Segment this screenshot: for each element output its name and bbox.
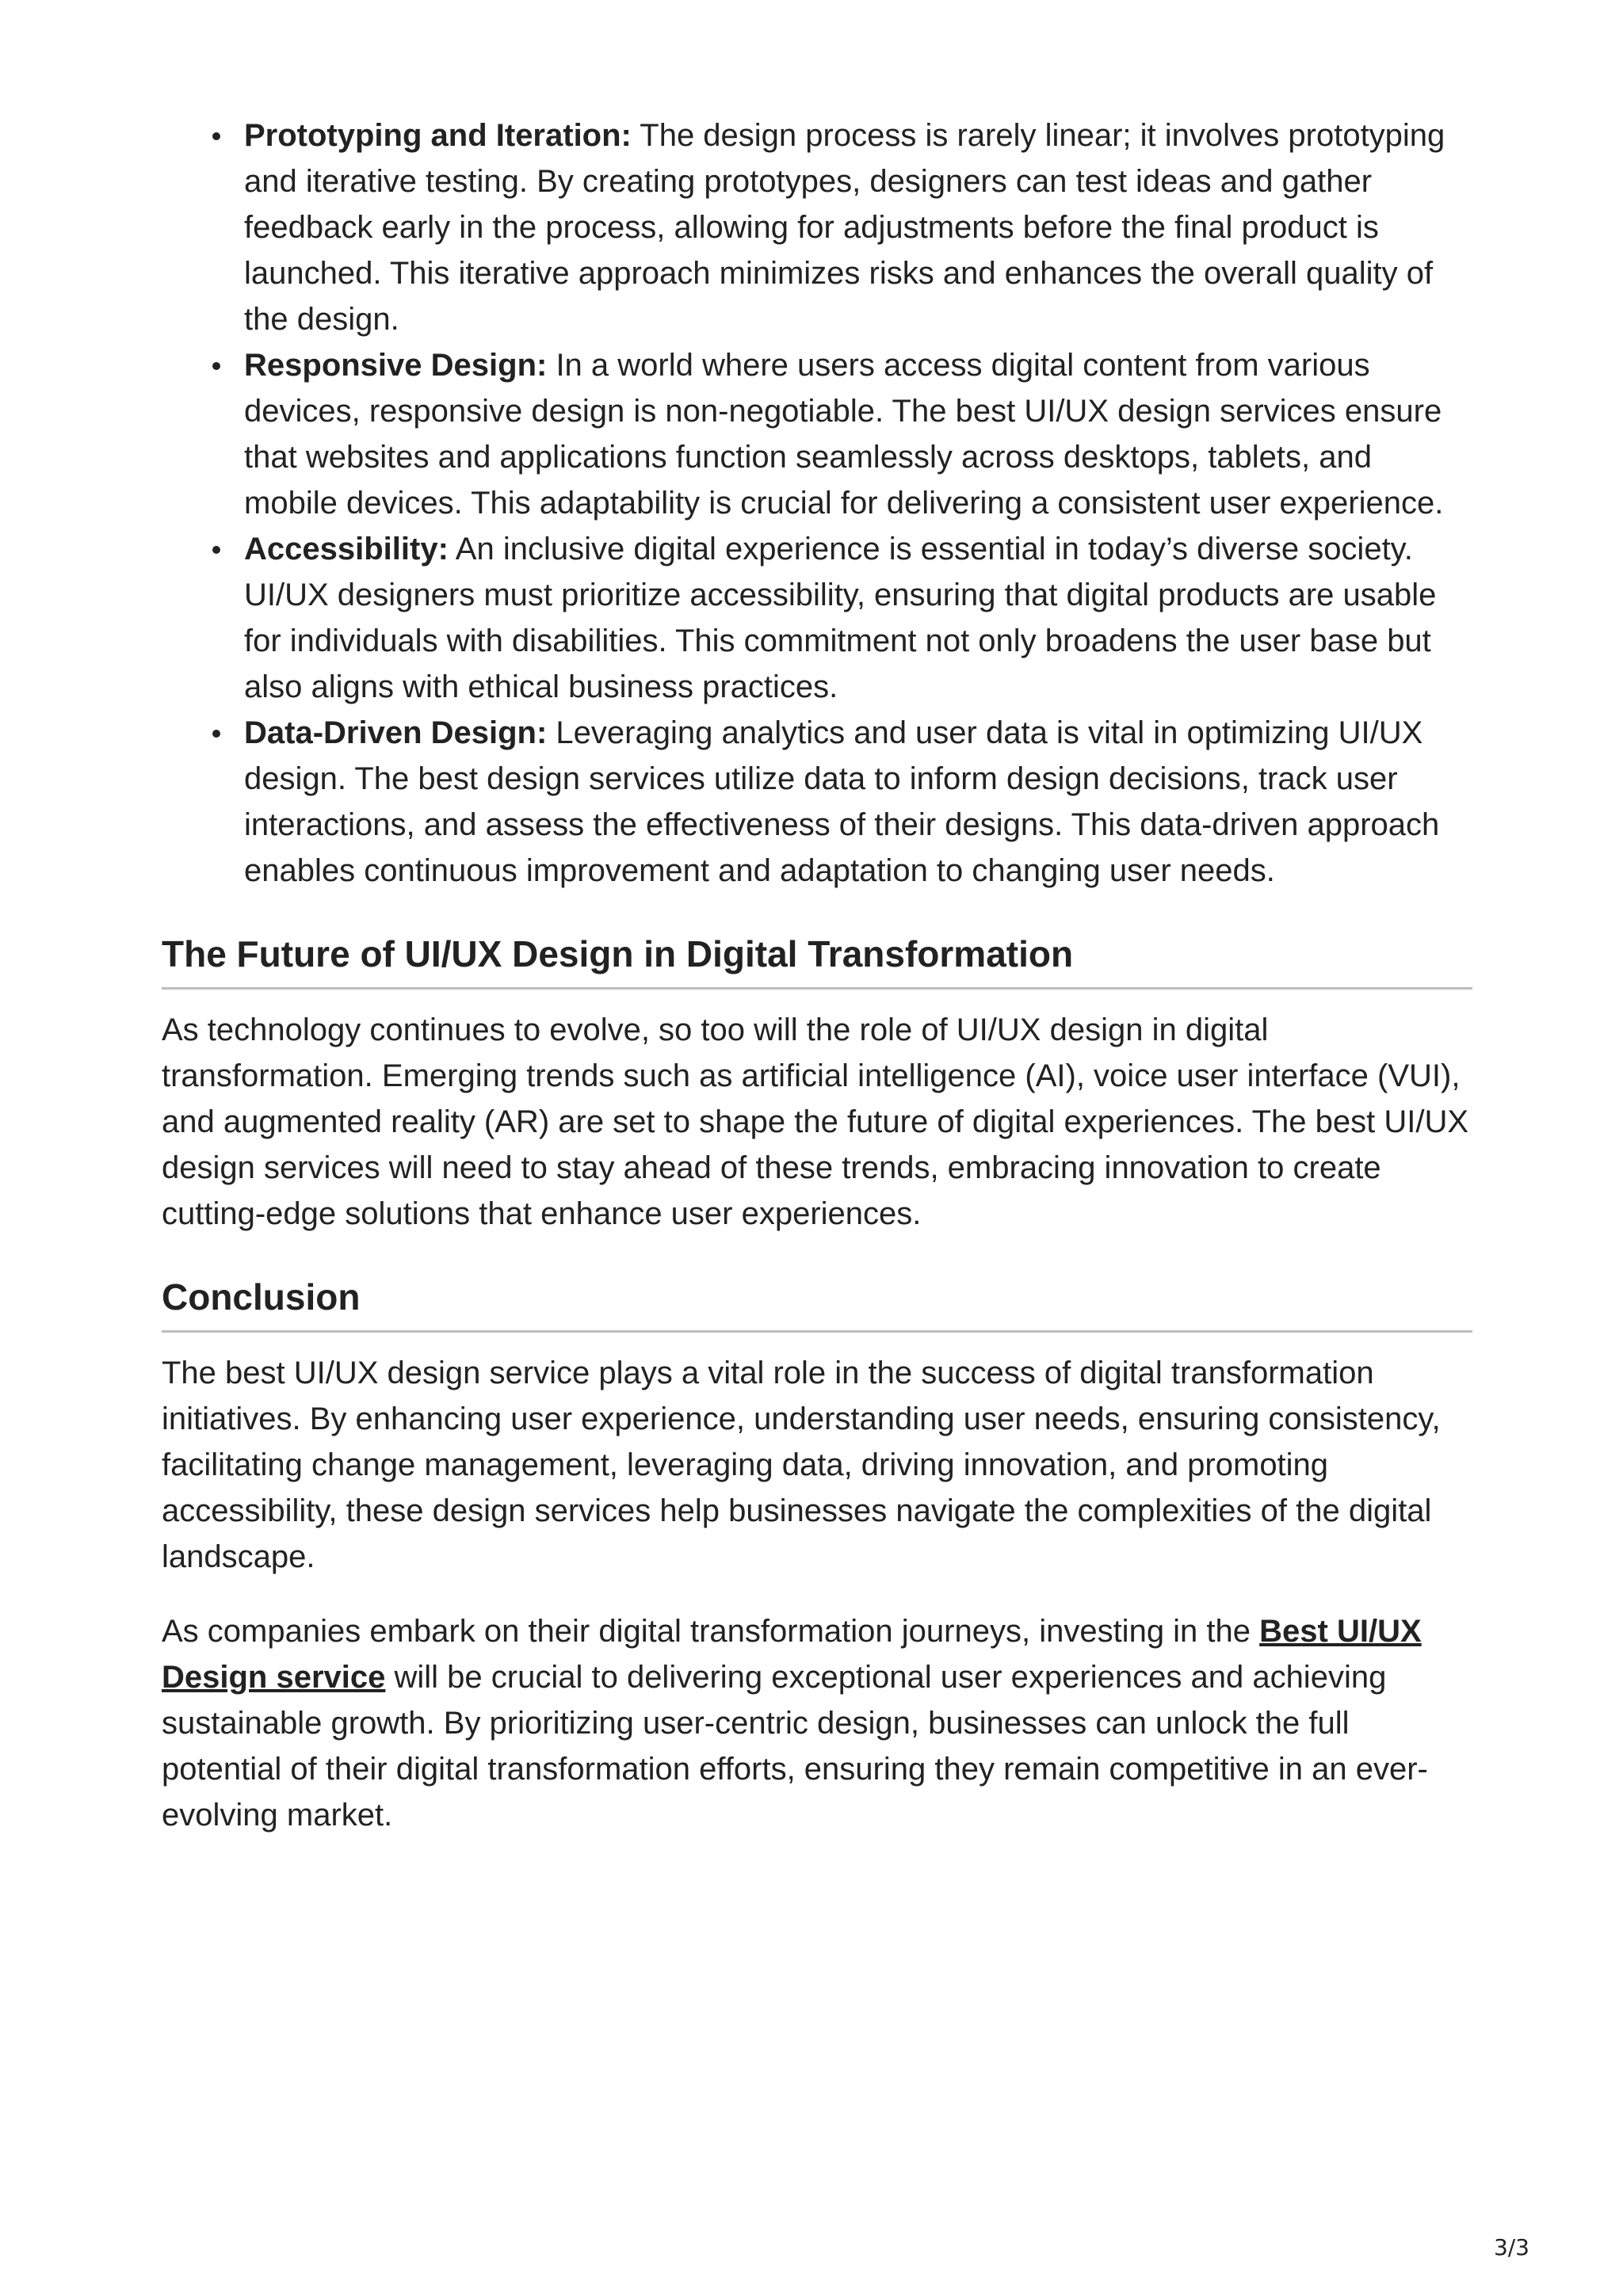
bullet-item-prototyping: [162, 113, 1472, 342]
section-heading-future: The Future of UI/UX Design in Digital Transformation: [162, 932, 1472, 990]
bullet-term: Prototyping and Iteration:: [244, 118, 632, 153]
bullet-dot-icon: [212, 546, 220, 554]
document-content: [162, 113, 1472, 1838]
feature-bullet-list: [162, 113, 1472, 894]
bullet-item-accessibility: [162, 526, 1472, 710]
bullet-dot-icon: [212, 730, 220, 738]
section-heading-conclusion: Conclusion: [162, 1275, 1472, 1333]
bullet-text: In a world where users access digital content from various devices, responsive design is non-negotiable. The best UI/UX design services ensure that websites and applications function seamlessly across desktops, tablets, and mobile devices. This adaptability is crucial for delivering a consistent user experience.: [244, 348, 1444, 521]
bullet-term: Data-Driven Design:: [244, 715, 548, 750]
bullet-item-data-driven-design: [162, 710, 1472, 894]
conclusion-paragraph-1: The best UI/UX design service plays a vital role in the success of digital transformation initiatives. By enhancing user experience, understanding user needs, ensuring consistency, facilitating change management, leveraging data, driving innovation, and promoting accessibility, these design services help businesses navigate the complexities of the digital landscape.: [162, 1356, 1441, 1574]
bullet-term: Responsive Design:: [244, 348, 548, 383]
bullet-term: Accessibility:: [244, 532, 449, 566]
page-number: 3/3: [1493, 2234, 1529, 2260]
bullet-item-responsive-design: [162, 342, 1472, 526]
bullet-dot-icon: [212, 362, 220, 370]
bullet-text: An inclusive digital experience is essential in today’s diverse society. UI/UX designers must prioritize accessibility, ensuring that digital products are usable for individuals with disabilities. This commitment not only broadens the user base but also aligns with ethical business practices.: [244, 532, 1437, 704]
best-uiux-design-service-link[interactable]: Best UI/UX Design service: [162, 1614, 1422, 1695]
paragraph-text: will be crucial to delivering exceptional user experiences and achieving sustainable growth. By prioritizing user-centric design, businesses can unlock the full potential of their digital transformation efforts, ensuring they remain competitive in an ever-evolving market.: [162, 1660, 1428, 1833]
bullet-dot-icon: [212, 132, 220, 140]
bullet-text: Leveraging analytics and user data is vital in optimizing UI/UX design. The best design services utilize data to inform design decisions, track user interactions, and assess the effectiveness of their designs. This data-driven approach enables continuous improvement and adaptation to changing user needs.: [244, 715, 1440, 888]
bullet-text: The design process is rarely linear; it involves prototyping and iterative testing. By creating prototypes, designers can test ideas and gather feedback early in the process, allowing for adjustments before the final product is launched. This iterative approach minimizes risks and enhances the overall quality of the design.: [244, 118, 1445, 337]
future-paragraph: As technology continues to evolve, so too will the role of UI/UX design in digital transformation. Emerging trends such as artificial intelligence (AI), voice user interface (VUI), and augmented reality (AR) are set to shape the future of digital experiences. The best UI/UX design services will need to stay ahead of these trends, embracing innovation to create cutting-edge solutions that enhance user experiences.: [162, 1013, 1469, 1231]
paragraph-text: As companies embark on their digital transformation journeys, investing in the: [162, 1614, 1260, 1649]
conclusion-paragraph-2: [162, 1608, 1472, 1838]
